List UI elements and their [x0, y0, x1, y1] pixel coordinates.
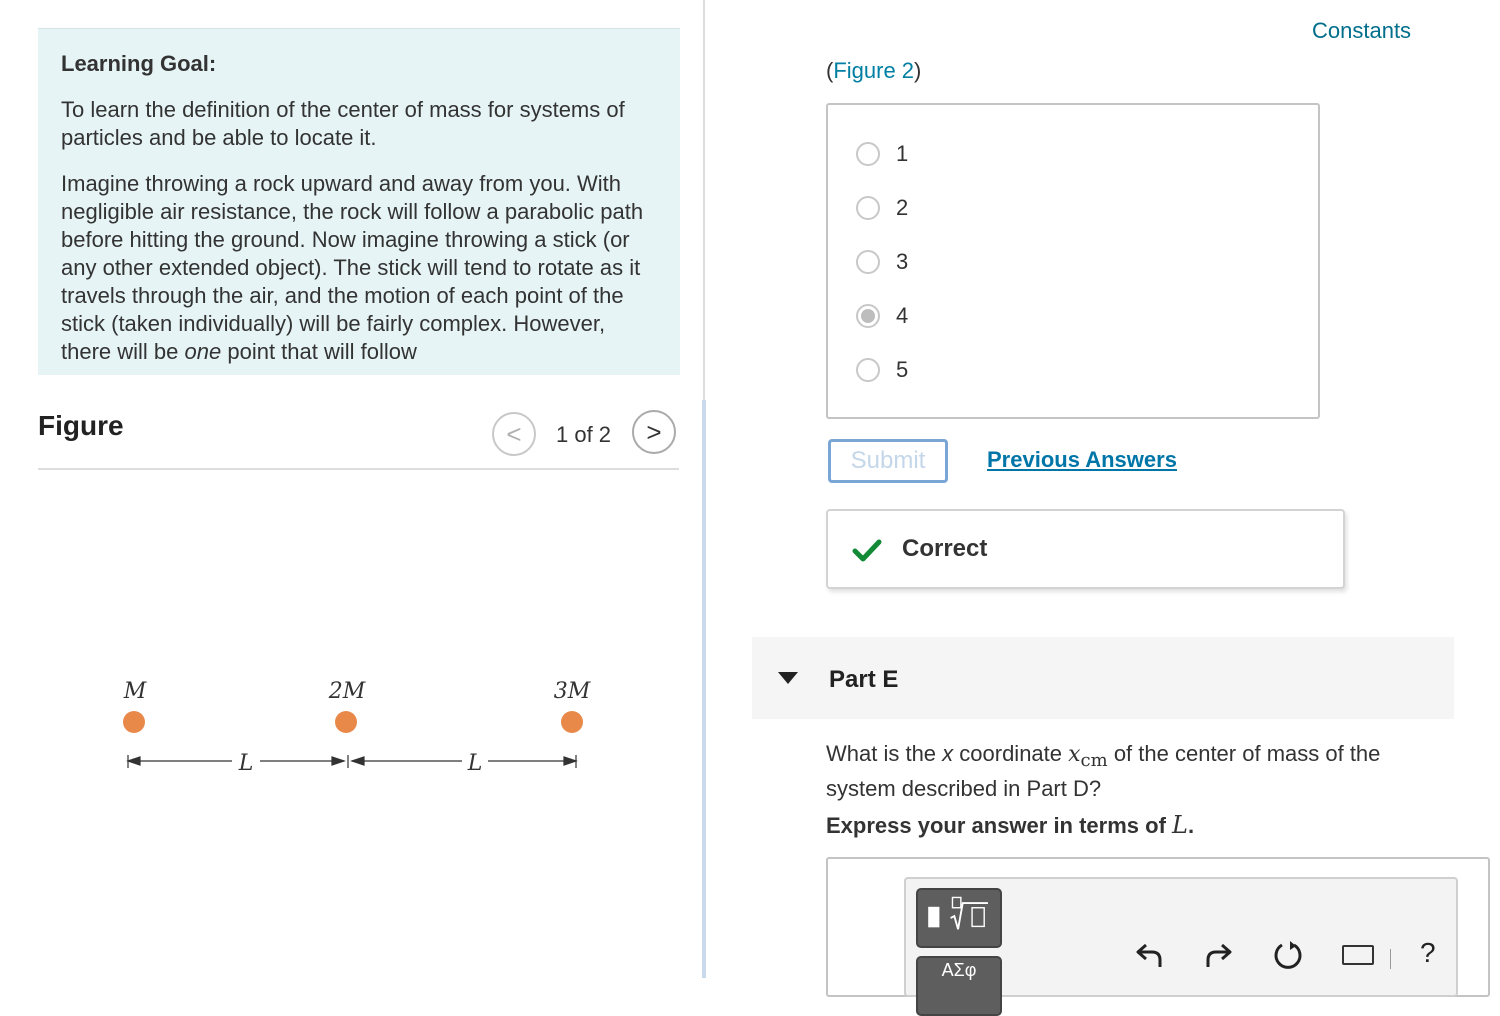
redo-icon[interactable]: [1204, 939, 1234, 977]
mass-label-2: 2M: [328, 679, 366, 704]
intro-text-pre: Imagine throwing a rock upward and away from you. With negligible air resistance, the rock will follow a parabolic path before hitting the ground. Now imagine throwing a stick (or any other extended object). The stick will tend to rotate as it travels through the air, and the motion of each point of the stick (taken individually) will be fairly complex. However, there will be: [61, 171, 644, 364]
math-subscript-cm: cm: [1080, 750, 1108, 771]
checkmark-icon: [852, 535, 882, 565]
question-text-start: What is the: [826, 741, 943, 766]
instructions-text: Express your answer in terms of: [826, 813, 1173, 838]
instructions-period: .: [1187, 813, 1195, 838]
constants-link[interactable]: Constants: [1312, 18, 1412, 43]
intro-text-post: point that will follow: [221, 339, 417, 364]
figure-2-close-paren: ): [914, 58, 922, 83]
figure-2-link[interactable]: Figure 2: [833, 58, 915, 83]
question-variable-x: x: [942, 741, 954, 766]
choice-2[interactable]: [856, 195, 908, 221]
learning-goal-text: To learn the definition of the center of mass for systems of particles and be able to locate it.: [61, 97, 625, 150]
radio-button-selected[interactable]: [856, 304, 880, 328]
mass-ball-2: [335, 711, 357, 733]
radio-button[interactable]: [856, 142, 880, 166]
figure-2-reference: [826, 58, 921, 84]
mass-label-1: M: [123, 679, 147, 704]
greek-symbols-button[interactable]: ΑΣφ: [916, 956, 1002, 1016]
previous-figure-button[interactable]: [492, 412, 536, 456]
panel-divider: [703, 0, 705, 400]
reset-icon[interactable]: [1272, 939, 1304, 979]
choice-1[interactable]: [856, 141, 908, 167]
math-x-cm: x: [1068, 742, 1081, 767]
figure-2-open-paren: (: [826, 58, 834, 83]
chevron-right-icon: >: [646, 416, 662, 447]
undo-icon[interactable]: [1134, 939, 1164, 977]
radio-button[interactable]: [856, 196, 880, 220]
panel-divider-scroll[interactable]: [702, 400, 706, 978]
intro-text-emphasis: one: [184, 339, 222, 364]
question-text-end: of the center of mass of the system described in Part D?: [826, 741, 1381, 801]
toolbar-separator: [1390, 949, 1391, 969]
part-title: Part E: [829, 666, 899, 693]
intro-paragraph: [61, 170, 657, 366]
radio-button[interactable]: [856, 358, 880, 382]
spacing-label-1: L: [238, 751, 254, 776]
math-toolbar: [904, 877, 1458, 997]
figure-page-indicator: 1 of 2: [556, 422, 612, 447]
radio-button[interactable]: [856, 250, 880, 274]
answer-instructions: [826, 811, 1194, 839]
choice-3[interactable]: [856, 249, 908, 275]
mass-ball-3: [561, 711, 583, 733]
learning-goal-box: [38, 28, 680, 375]
question-text: [826, 740, 1446, 803]
distance-markers: [128, 755, 576, 768]
choice-label: 2: [896, 195, 909, 220]
math-L: L: [1172, 811, 1188, 839]
mass-ball-1: [123, 711, 145, 733]
choice-label: 3: [896, 249, 909, 274]
mass-label-3: 3M: [553, 679, 591, 704]
caret-down-icon[interactable]: [778, 672, 798, 684]
choice-4[interactable]: [856, 303, 908, 329]
learning-goal-heading: Learning Goal:: [61, 51, 217, 76]
choice-label: 4: [896, 303, 909, 328]
feedback-text: Correct: [902, 535, 988, 562]
choice-label: 1: [896, 141, 909, 166]
choice-label: 5: [896, 357, 909, 382]
submit-button[interactable]: Submit: [828, 439, 948, 483]
question-text-mid: coordinate: [953, 741, 1069, 766]
keyboard-icon[interactable]: [1342, 945, 1374, 965]
answer-choices: [826, 103, 1320, 419]
mass-system-diagram: [100, 660, 620, 790]
templates-button[interactable]: [916, 888, 1002, 948]
next-figure-button[interactable]: [632, 410, 676, 454]
feedback-box: [826, 509, 1345, 589]
choice-5[interactable]: [856, 357, 908, 383]
help-icon[interactable]: ?: [1420, 937, 1436, 968]
previous-answers-link[interactable]: Previous Answers: [987, 447, 1177, 472]
part-e-header[interactable]: [752, 637, 1454, 719]
figure-title: Figure: [38, 410, 124, 441]
chevron-left-icon: <: [506, 418, 522, 449]
templates-icon: [918, 890, 1000, 946]
spacing-label-2: L: [467, 751, 483, 776]
figure-header-rule: [38, 468, 679, 470]
